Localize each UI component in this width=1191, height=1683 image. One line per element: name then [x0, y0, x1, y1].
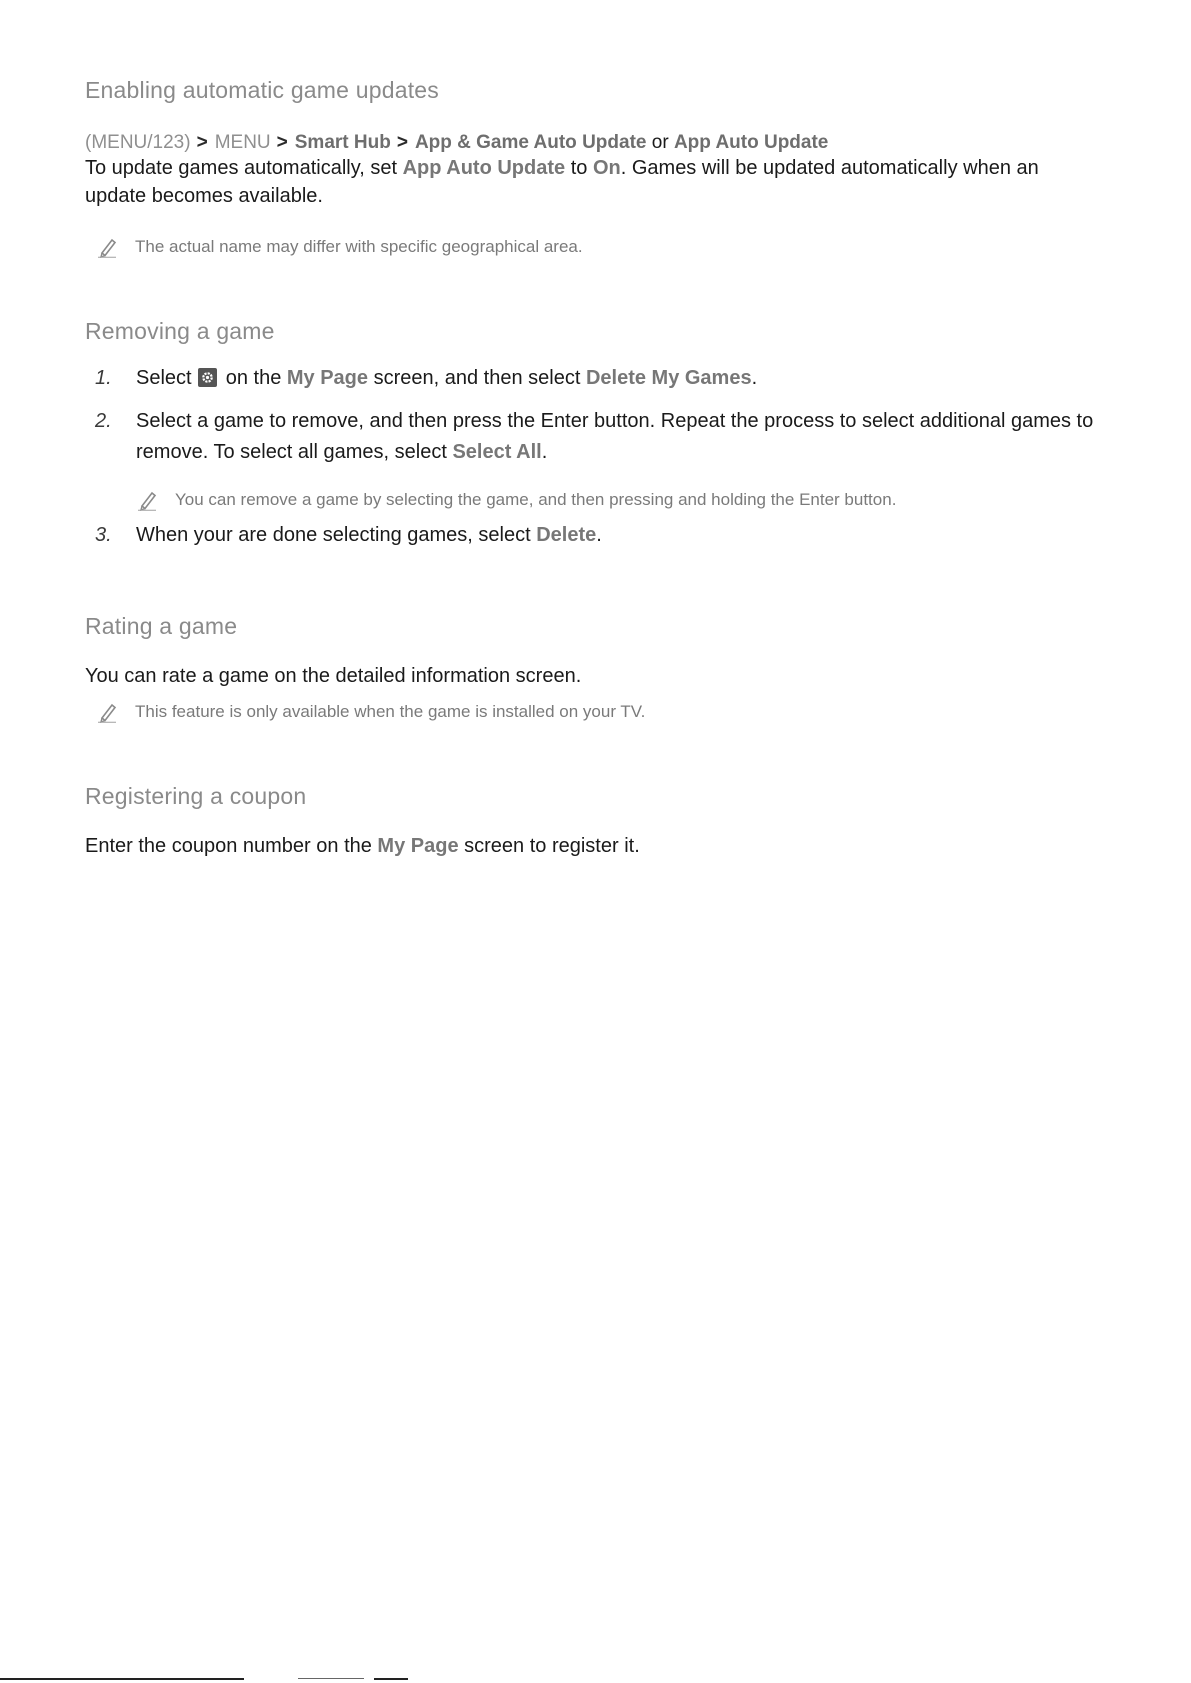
path-or: or [651, 132, 669, 153]
step-1 [85, 363, 1125, 394]
coupon-description [85, 832, 640, 860]
path-smart-hub: Smart Hub [294, 132, 391, 153]
keyword-my-page: My Page [377, 835, 459, 857]
keyword-on: On [592, 157, 621, 179]
text: Enter the coupon number on the [85, 835, 378, 857]
settings-icon [198, 368, 217, 387]
path-menu: MENU [214, 132, 271, 153]
text: . [596, 524, 602, 546]
footer-divider [298, 1678, 364, 1679]
pencil-icon [136, 489, 158, 511]
footer-divider [374, 1678, 408, 1680]
text: Select a game to remove, and then press the Enter button. Repeat the process to select additional games to remove. To select all games, select [136, 410, 1094, 463]
text: Select [136, 367, 192, 389]
chevron-right-icon: > [396, 132, 408, 153]
menu-path [85, 132, 828, 154]
pencil-icon [96, 701, 118, 723]
note-installed [96, 701, 645, 723]
note-text: You can remove a game by selecting the game, and then pressing and holding the Enter button. [175, 490, 897, 509]
text: . [751, 367, 758, 389]
heading-auto-updates: Enabling automatic game updates [85, 77, 439, 103]
heading-removing: Removing a game [85, 318, 275, 344]
note-remove-hold [136, 489, 896, 511]
step-number: 1. [95, 367, 112, 389]
text: To update games automatically, set [85, 157, 403, 179]
chevron-right-icon: > [276, 132, 288, 153]
text: on the [220, 367, 287, 389]
path-app-game-auto-update: App & Game Auto Update [414, 132, 647, 153]
keyword-delete: Delete [536, 524, 597, 546]
step-number: 2. [95, 410, 112, 432]
keyword-delete-my-games: Delete My Games [585, 367, 752, 389]
text: screen, and then select [368, 367, 586, 389]
rating-description: You can rate a game on the detailed information screen. [85, 665, 582, 687]
note-text: The actual name may differ with specific geographical area. [135, 237, 583, 256]
step-2 [85, 406, 1125, 468]
keyword-app-auto-update: App Auto Update [402, 157, 566, 179]
heading-coupon: Registering a coupon [85, 783, 307, 809]
note-text: This feature is only available when the game is installed on your TV. [135, 702, 646, 721]
keyword-select-all: Select All [452, 441, 542, 463]
text: screen to register it. [458, 835, 640, 857]
path-menu123: (MENU/123) [85, 132, 191, 153]
text: . Games will be updated automatically when an update becomes available. [85, 157, 1039, 207]
pencil-icon [96, 236, 118, 258]
heading-rating: Rating a game [85, 613, 238, 639]
text: to [565, 157, 593, 179]
note-geographical [96, 236, 583, 258]
path-app-auto-update: App Auto Update [673, 132, 829, 153]
step-3 [85, 520, 1125, 551]
text: When your are done selecting games, select [136, 524, 537, 546]
chevron-right-icon: > [196, 132, 208, 153]
footer-divider [0, 1678, 244, 1680]
auto-update-description [85, 154, 1085, 210]
keyword-my-page: My Page [286, 367, 369, 389]
step-number: 3. [95, 524, 112, 546]
text: . [541, 441, 548, 463]
